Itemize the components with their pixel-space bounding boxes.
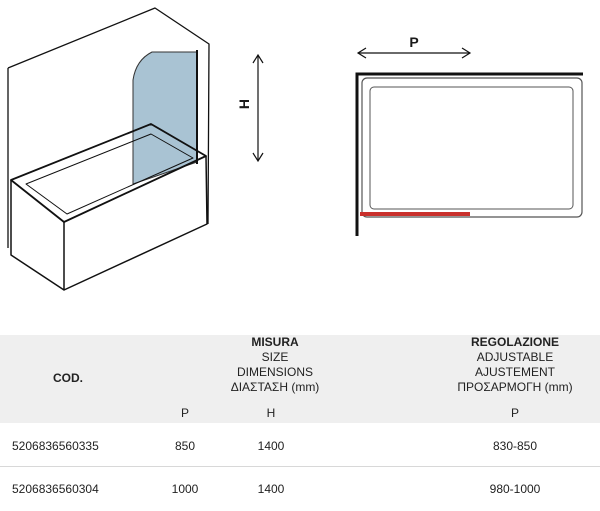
row-h: 1400 bbox=[257, 439, 285, 453]
code-header: COD. bbox=[53, 371, 83, 385]
height-label: H bbox=[236, 98, 252, 110]
adjust-header-line-3: AJUSTEMENT bbox=[474, 365, 555, 379]
adjust-header-line-1: REGOLAZIONE bbox=[470, 335, 559, 349]
adjust-header-line-4: ΠΡΟΣΑΡΜΟΓΗ (mm) bbox=[457, 380, 573, 394]
size-header-line-2: SIZE bbox=[261, 350, 289, 364]
row-h: 1400 bbox=[257, 482, 285, 496]
tub-rim bbox=[11, 124, 206, 222]
table-row bbox=[0, 467, 600, 511]
sub-header-h: H bbox=[266, 406, 276, 420]
size-header-line-1: MISURA bbox=[251, 335, 299, 349]
dimensions-table bbox=[0, 335, 600, 511]
width-label: P bbox=[409, 34, 419, 50]
sub-header-adjust-p: P bbox=[510, 406, 519, 420]
row-code: 5206836560335 bbox=[12, 439, 99, 453]
row-range: 980-1000 bbox=[489, 482, 541, 496]
sub-header-p: P bbox=[180, 406, 189, 420]
table-row bbox=[0, 423, 600, 467]
size-header-line-4: ΔΙΑΣΤΑΣΗ (mm) bbox=[230, 380, 320, 394]
isometric-view bbox=[8, 8, 209, 290]
tub-outer bbox=[362, 78, 582, 217]
adjust-header-line-2: ADJUSTABLE bbox=[476, 350, 554, 364]
height-dimension bbox=[253, 55, 263, 161]
plan-view bbox=[357, 34, 583, 236]
size-header-line-3: DIMENSIONS bbox=[236, 365, 313, 379]
row-p: 1000 bbox=[171, 482, 199, 496]
row-range: 830-850 bbox=[492, 439, 538, 453]
row-code: 5206836560304 bbox=[12, 482, 99, 496]
row-p: 850 bbox=[174, 439, 196, 453]
tub-front bbox=[11, 180, 64, 290]
